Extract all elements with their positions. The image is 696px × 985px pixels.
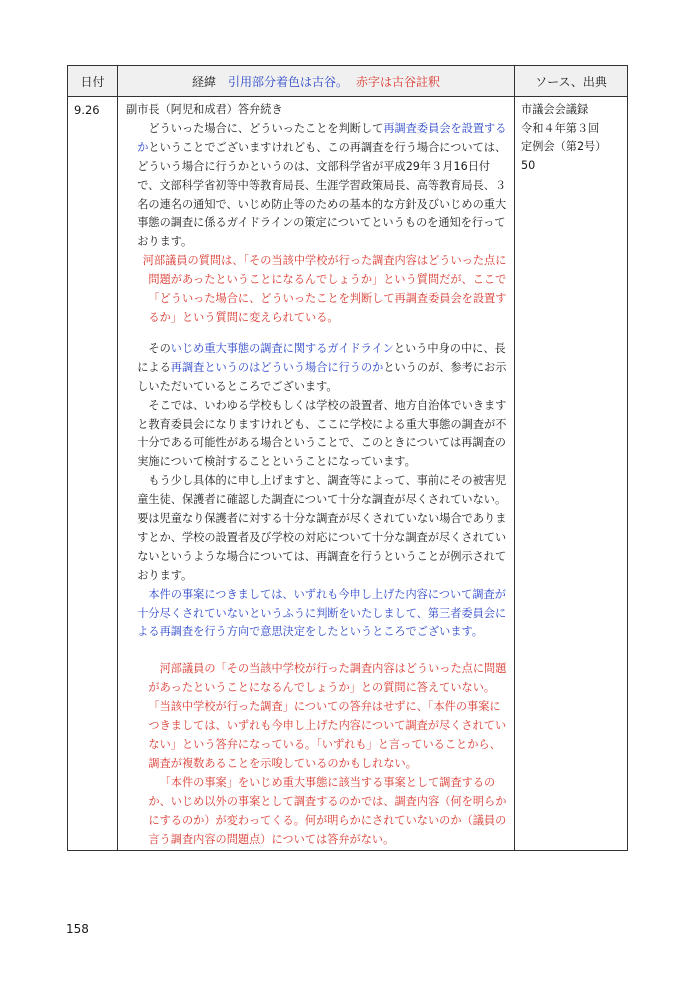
annotation-3: 「本件の事案」をいじめ重大事態に該当する事案として調査するのか、いじめ以外の事案として調査するのかでは、調査内容（何を明らかにするのか）が変わってくる。何が明らかにされていないのか（議員の言う調査内容の問題点）については答弁がない。 [148,775,507,846]
annotation-2: 河部議員の「その当該中学校が行った調査内容はどういった点に問題があったということになるんでしょうか」との質問に答えていない。「当該中学校が行った調査」についての答弁はせずに、「本件の事案につきましては、いずれも今申し上げた内容について調査が尽くされていない」という答弁になっている。「いずれも」と言っていることから、調査が複数あることを示唆しているのかもしれない。 [148,662,507,770]
paragraph-5: 本件の事案につきましては、いずれも今申し上げた内容について調査が十分尽くされていないというふうに判断をいたしまして、第三者委員会による再調査を行う方向で意思決定をしたというところでございます。 [137,587,507,639]
quote-blue: 再調査というのはどういう場合に行うのか [170,360,384,374]
source-line: 50 [521,158,536,172]
header-source: ソース、出典 [535,74,607,89]
row-source [515,97,627,850]
quote-blue: 再調査委員会を設置するか [137,121,507,154]
table-header [68,66,627,97]
header-summary [118,66,515,96]
header-date: 日付 [68,66,118,96]
page-number: 158 [66,922,89,936]
paragraph-3: そこでは、いわゆる学校もしくは学校の設置者、地方自治体でいきますと教育委員会になりますけれども、ここに学校による重大事態の調査が不十分である可能性がある場合ということで、このときについては再調査の実施について検討することということになっています。 [137,398,507,469]
source-line: 定例会（第2号） [521,140,607,154]
legend-red: 赤字は古谷註釈 [356,74,441,89]
record-table [67,65,628,851]
legend-blue: 引用部分着色は古谷。 [227,74,348,89]
source-line: 令和４年第３回 [521,121,600,135]
source-line: 市議会会議録 [521,103,589,116]
annotation-1: 河部議員の質問は、「その当該中学校が行った調査内容はどういった点に問題があったということになるんでしょうか」という質問だが、ここで「どういった場合に、どういったことを判断して再調査委員会を設置するか」という質問に変えられている。 [142,254,507,324]
header-summary-label: 経緯 [191,74,216,89]
paragraph-4: もう少し具体的に申し上げますと、調査等によって、事前にその被害児童生徒、保護者に確認した調査について十分な調査が尽くされていない。要は児童なり保護者に対する十分な調査が尽くされていない場合でありますとか、学校の設置者及び学校の対応について十分な調査が尽くされていないというような場合については、再調査を行うということが例示されております。 [137,474,507,582]
table-row [68,97,627,850]
quote-blue: いじめ重大事態の調査に関するガイドライン [170,341,394,355]
row-date: 9.26 [68,97,118,850]
paragraph-2: そのいじめ重大事態の調査に関するガイドラインという中身の中に、長による再調査というのはどういう場合に行うのかというのが、参考にお示しいただいているところでございます。 [137,341,507,393]
paragraph-1: どういった場合に、どういったことを判断して再調査委員会を設置するかということでございますけれども、この再調査を行う場合については、どういう場合に行うかというのは、文部科学省が平成29年３月16日付で、文部科学省初等中等教育局長、生涯学習政策局長、高等教育局長、３名の連名の通知で、いじめ防止等のための基本的な方針及びいじめの重大事態の調査に係るガイドラインの策定についてというものを通知を行っております。 [137,121,507,249]
row-summary [118,97,515,850]
speaker-line: 副市長（阿児和成君）答弁続き [126,103,283,116]
